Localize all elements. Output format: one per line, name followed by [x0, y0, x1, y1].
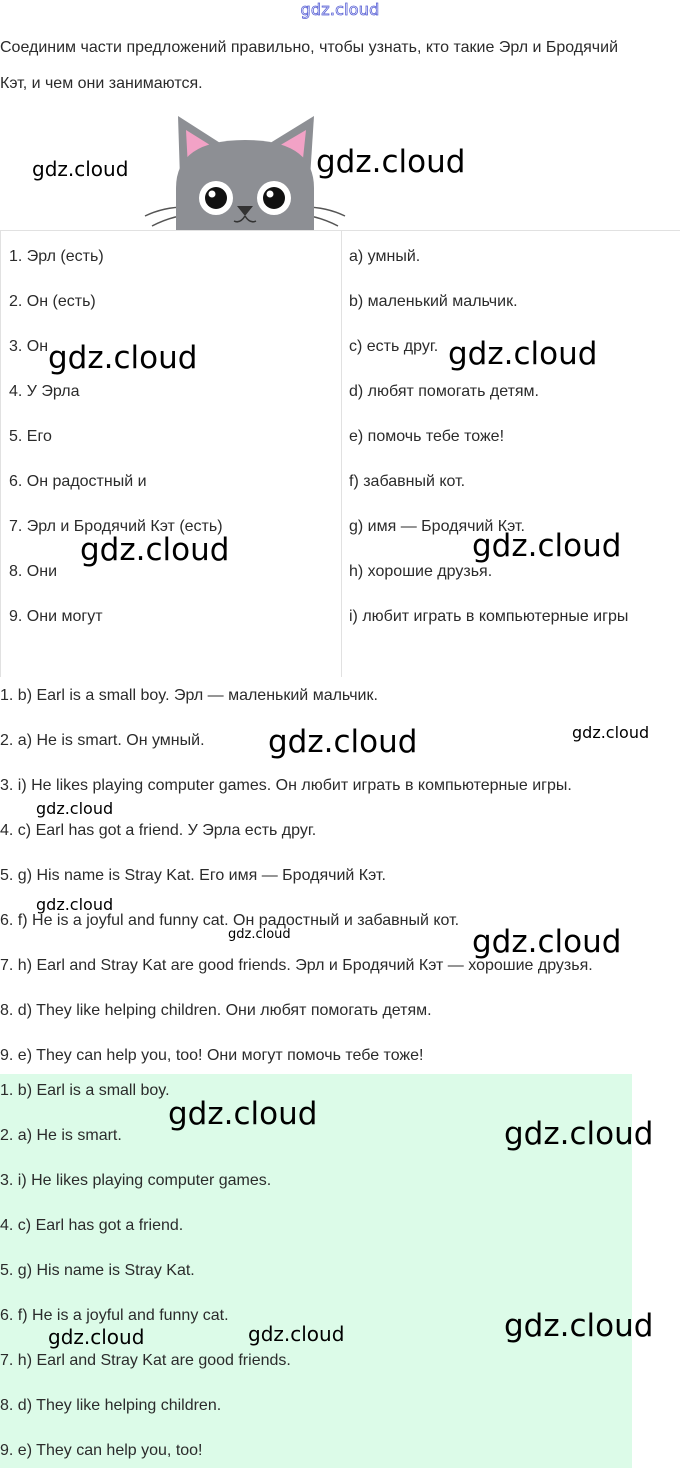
table-column-right: [341, 231, 680, 677]
cat-illustration-icon: [140, 108, 350, 230]
table-cell: a) умный.: [349, 248, 421, 265]
answer-line: 5. g) His name is Stray Kat.: [0, 1262, 195, 1279]
answer-line: 6. f) He is a joyful and funny cat. Он радостный и забавный кот.: [0, 912, 460, 929]
answer-line: 1. b) Earl is a small boy. Эрл — маленький мальчик.: [0, 687, 378, 704]
answer-line: 8. d) They like helping children. Они любят помогать детям.: [0, 1002, 432, 1019]
table-cell: e) помочь тебе тоже!: [349, 428, 505, 445]
answer-line: 9. e) They can help you, too! Они могут помочь тебе тоже!: [0, 1047, 424, 1064]
watermark: gdz.cloud: [36, 799, 114, 818]
answer-line: 5. g) His name is Stray Kat. Его имя — Бродячий Кэт.: [0, 867, 386, 884]
answer-line: 4. c) Earl has got a friend. У Эрла есть друг.: [0, 822, 317, 839]
table-cell: 1. Эрл (есть): [9, 248, 104, 265]
watermark: gdz.cloud: [572, 723, 650, 742]
answer-line: 3. i) He likes playing computer games. Он любит играть в компьютерные игры.: [0, 777, 572, 794]
answer-line: 9. e) They can help you, too!: [0, 1442, 203, 1459]
answer-line: 4. c) Earl has got a friend.: [0, 1217, 184, 1234]
table-cell: 6. Он радостный и: [9, 473, 147, 490]
answer-line: 3. i) He likes playing computer games.: [0, 1172, 272, 1189]
watermark: gdz.cloud: [316, 144, 466, 180]
table-cell: 2. Он (есть): [9, 293, 96, 310]
watermark: gdz.cloud: [448, 336, 598, 372]
watermark: gdz.cloud: [168, 1096, 318, 1132]
watermark: gdz.cloud: [268, 724, 418, 760]
watermark: gdz.cloud: [80, 532, 230, 568]
watermark: gdz.cloud: [248, 1322, 345, 1346]
table-cell: 7. Эрл и Бродячий Кэт (есть): [9, 518, 223, 535]
watermark: gdz.cloud: [472, 528, 622, 564]
table-cell: f) забавный кот.: [349, 473, 466, 490]
table-column-left: [0, 231, 342, 677]
table-cell: 3. Он: [9, 338, 49, 355]
answer-line: 2. a) He is smart.: [0, 1127, 122, 1144]
answer-line: 7. h) Earl and Stray Kat are good friends. Эрл и Бродячий Кэт — хорошие друзья.: [0, 957, 593, 974]
table-cell: i) любит играть в компьютерные игры: [349, 608, 629, 625]
table-cell: 9. Они могут: [9, 608, 103, 625]
answer-line: 7. h) Earl and Stray Kat are good friends.: [0, 1352, 291, 1369]
watermark: gdz.cloud: [228, 927, 291, 942]
table-cell: 8. Они: [9, 563, 58, 580]
answer-line: 6. f) He is a joyful and funny cat.: [0, 1307, 229, 1324]
answer-line: 8. d) They like helping children.: [0, 1397, 222, 1414]
table-cell: g) имя — Бродячий Кэт.: [349, 518, 525, 535]
intro-text: Соединим части предложений правильно, чтобы узнать, кто такие Эрл и Бродячий Кэт, и чем они занимаются.: [0, 39, 619, 92]
table-cell: 4. У Эрла: [9, 383, 80, 400]
table-cell: h) хорошие друзья.: [349, 563, 493, 580]
table-cell: c) есть друг.: [349, 338, 439, 355]
watermark: gdz.cloud: [504, 1116, 654, 1152]
answer-line: 1. b) Earl is a small boy.: [0, 1082, 170, 1099]
table-cell: 5. Его: [9, 428, 52, 445]
site-label[interactable]: gdz.cloud: [300, 0, 380, 19]
table-cell: b) маленький мальчик.: [349, 293, 518, 310]
watermark: gdz.cloud: [32, 157, 129, 181]
watermark: gdz.cloud: [36, 895, 114, 914]
watermark: gdz.cloud: [48, 340, 198, 376]
watermark: gdz.cloud: [504, 1308, 654, 1344]
answer-line: 2. a) He is smart. Он умный.: [0, 732, 205, 749]
table-cell: d) любят помогать детям.: [349, 383, 539, 400]
watermark: gdz.cloud: [472, 924, 622, 960]
watermark: gdz.cloud: [48, 1325, 145, 1349]
